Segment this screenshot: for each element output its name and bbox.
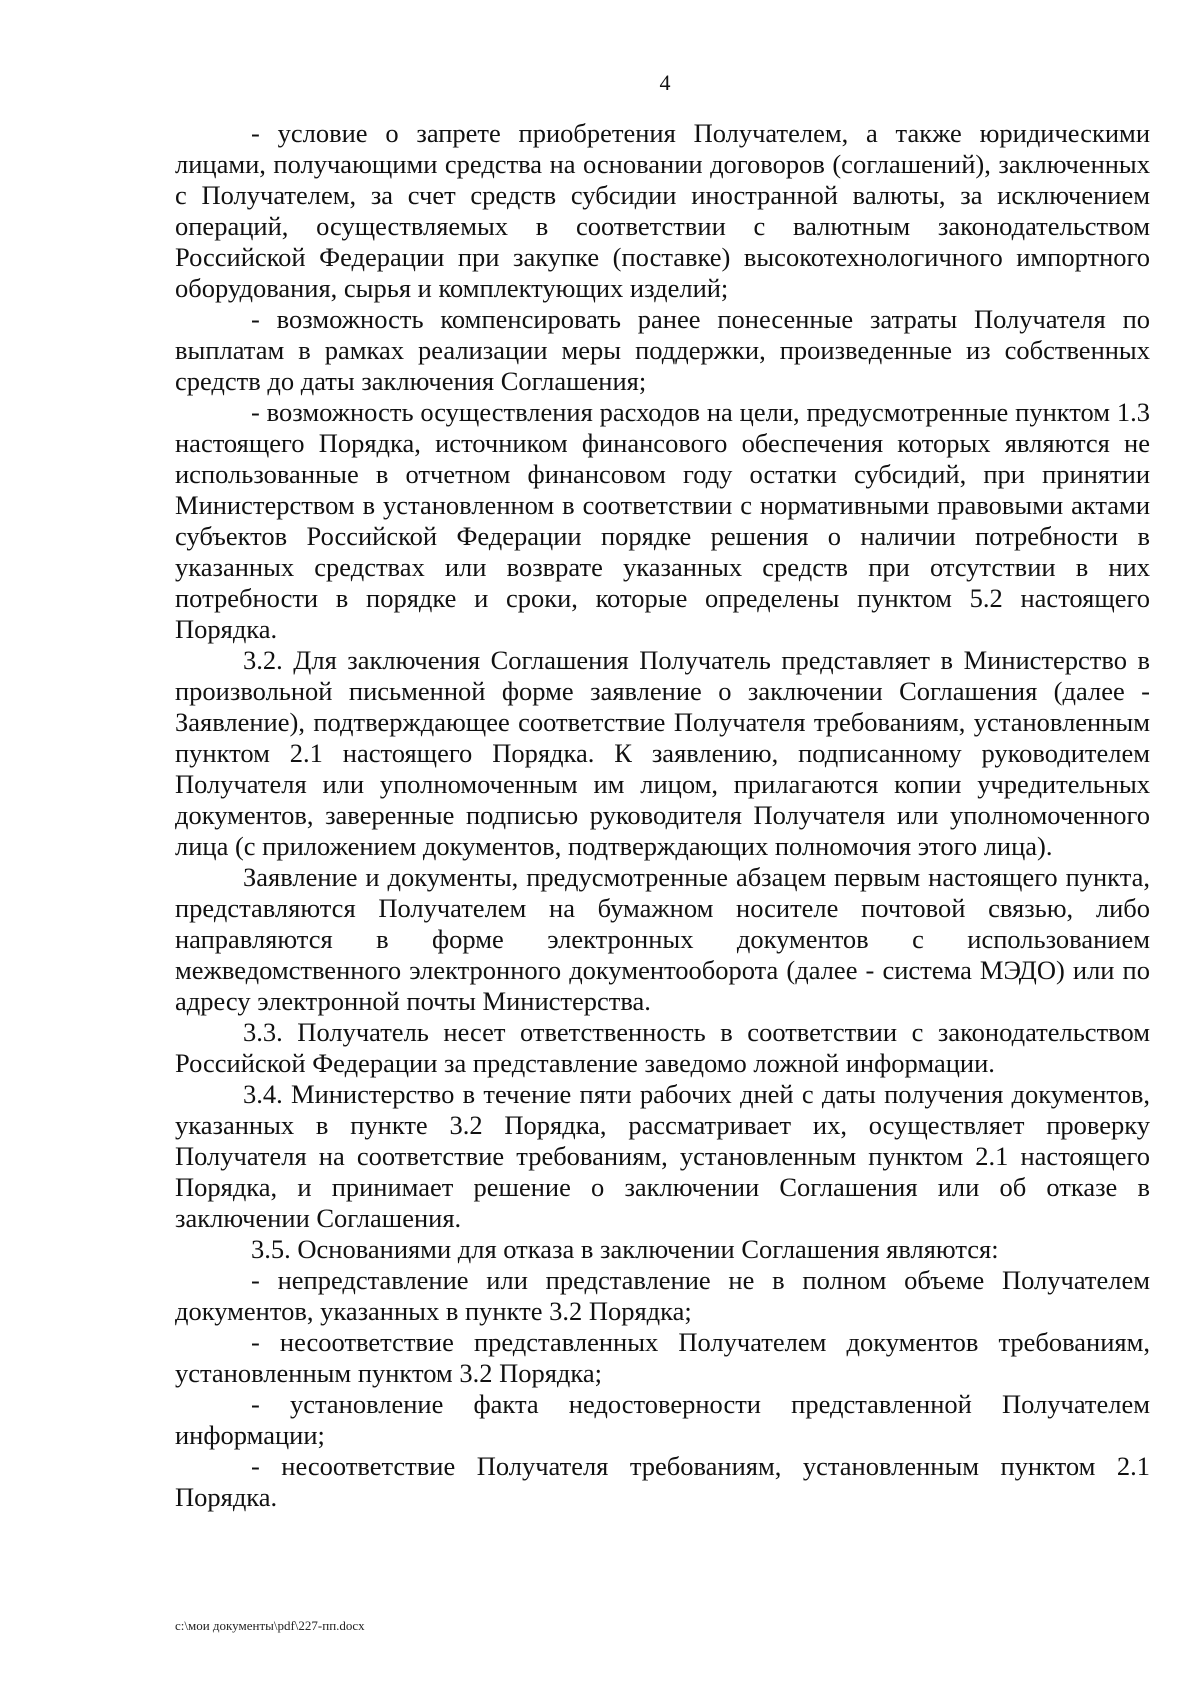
page-number: 4 — [659, 70, 671, 95]
paragraph-3-3: 3.3. Получатель несет ответственность в соответствии с законодательством Российской Федерации за представление заведомо ложной информации. — [175, 1017, 1150, 1078]
paragraph-compensation: - возможность компенсировать ранее понесенные затраты Получателя по выплатам в рамках реализации меры поддержки, произведенные из собственных средств до даты заключения Соглашения; — [175, 304, 1150, 396]
paragraph-currency-ban: - условие о запрете приобретения Получателем, а также юридическими лицами, получающими средства на основании договоров (соглашений), заключенных с Получателем, за счет средств субсидии иностранной валюты, за исключением операций, осуществляемых в соответствии с валютным законодательством Российской Федерации при закупке (поставке) высокотехнологичного импортного оборудования, сырья и комплектующих изделий; — [175, 118, 1150, 303]
paragraph-3-4: 3.4. Министерство в течение пяти рабочих дней с даты получения документов, указанных в пункте 3.2 Порядка, рассматривает их, осуществляет проверку Получателя на соответствие требованиям, установленным пунктом 2.1 настоящего Порядка, и принимает решение о заключении Соглашения или об отказе в заключении Соглашения. — [175, 1079, 1150, 1233]
document-body — [175, 118, 1150, 1513]
paragraph-refusal-requirements: - несоответствие Получателя требованиям, установленным пунктом 2.1 Порядка. — [175, 1451, 1150, 1512]
file-path-footer: c:\мои документы\pdf\227-пп.docx — [175, 1618, 365, 1633]
paragraph-unused-balances: - возможность осуществления расходов на цели, предусмотренные пунктом 1.3 настоящего Порядка, источником финансового обеспечения которых являются не использованные в отчетном финансовом году остатки субсидий, при принятии Министерством в установленном в соответствии с нормативными правовыми актами субъектов Российской Федерации порядке решения о наличии потребности в указанных средствах или возврате указанных средств при отсутствии в них потребности в порядке и сроки, которые определены пунктом 5.2 настоящего Порядка. — [175, 397, 1150, 644]
paragraph-refusal-false-info: - установление факта недостоверности представленной Получателем информации; — [175, 1389, 1150, 1450]
paragraph-application-delivery: Заявление и документы, предусмотренные абзацем первым настоящего пункта, представляются Получателем на бумажном носителе почтовой связью, либо направляются в форме электронных документов с использованием межведомственного электронного документооборота (далее - система МЭДО) или по адресу электронной почты Министерства. — [175, 862, 1150, 1016]
paragraph-refusal-incomplete-docs: - непредставление или представление не в полном объеме Получателем документов, указанных в пункте 3.2 Порядка; — [175, 1265, 1150, 1326]
paragraph-3-5: 3.5. Основаниями для отказа в заключении Соглашения являются: — [251, 1234, 999, 1264]
paragraph-refusal-nonconforming-docs: - несоответствие представленных Получателем документов требованиям, установленным пунктом 3.2 Порядка; — [175, 1327, 1150, 1388]
paragraph-3-2: 3.2. Для заключения Соглашения Получатель представляет в Министерство в произвольной письменной форме заявление о заключении Соглашения (далее - Заявление), подтверждающее соответствие Получателя требованиям, установленным пунктом 2.1 настоящего Порядка. К заявлению, подписанному руководителем Получателя или уполномоченным им лицом, прилагаются копии учредительных документов, заверенные подписью руководителя Получателя или уполномоченного лица (с приложением документов, подтверждающих полномочия этого лица). — [175, 645, 1150, 861]
